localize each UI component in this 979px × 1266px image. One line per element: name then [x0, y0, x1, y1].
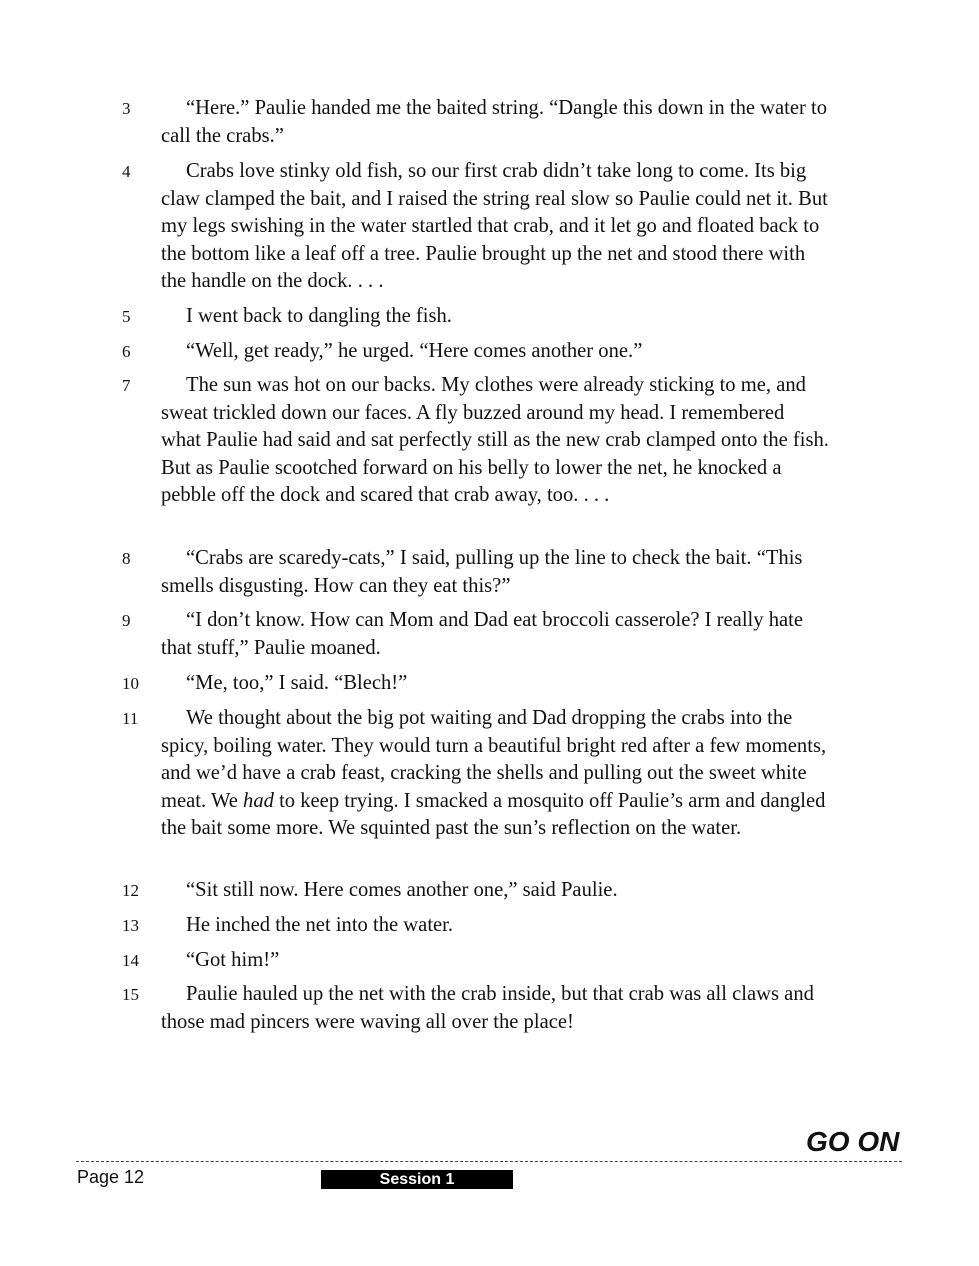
- paragraph-text: “Me, too,” I said. “Blech!”: [186, 672, 408, 694]
- go-on-label: GO ON: [806, 1126, 900, 1157]
- page-number: Page 12: [77, 1167, 145, 1187]
- paragraph-text: Crabs love stinky old fish, so our first crab didn’t take long to come. Its big claw clamped the bait, and I raised the string real slow so Paulie could net it. But my legs swishing in the water startled that crab, and it let go and floated back to the bottom like a leaf off a tree. Paulie brought up the net and stood there with the handle on the dock. . . .: [161, 160, 828, 293]
- text-segment: to keep trying. I smacked a mosquito off Paulie’s arm and dangled the bait some more. We squinted past the sun’s reflection on the water.: [161, 789, 826, 840]
- paragraph-text: The sun was hot on our backs. My clothes were already sticking to me, and sweat trickled down our faces. A fly buzzed around my head. I remembered what Paulie had said and sat perfectly still as the new crab clamped onto the fish. But as Paulie scootched forward on his belly to lower the net, he knocked a pebble off the dock and scared that crab away, too. . . .: [161, 374, 829, 507]
- paragraph-text: “Crabs are scaredy-cats,” I said, pulling up the line to check the bait. “This smells disgusting. How can they eat this?”: [161, 547, 803, 597]
- paragraph-text: “Got him!”: [186, 949, 280, 971]
- paragraph-number: 10: [122, 674, 139, 693]
- paragraph-text: “I don’t know. How can Mom and Dad eat broccoli casserole? I really hate that stuff,” Paulie moaned.: [161, 609, 804, 659]
- paragraph-number: 6: [122, 342, 131, 361]
- paragraph-number: 9: [122, 611, 131, 630]
- paragraph-number: 8: [122, 549, 131, 568]
- paragraph-number: 11: [122, 709, 139, 728]
- paragraph-number: 5: [122, 307, 131, 326]
- paragraph-number: 7: [122, 376, 131, 395]
- paragraph-number: 4: [122, 162, 131, 181]
- footer-divider: [76, 1161, 902, 1162]
- session-badge: Session 1: [321, 1170, 513, 1189]
- paragraph-text: [161, 705, 829, 843]
- paragraph-text: He inched the net into the water.: [186, 914, 454, 936]
- paragraph-number: 3: [122, 99, 131, 118]
- paragraph-number: 13: [122, 916, 139, 935]
- paragraph-text: “Well, get ready,” he urged. “Here comes another one.”: [186, 340, 643, 362]
- paragraph-text: “Here.” Paulie handed me the baited string. “Dangle this down in the water to call the crabs.”: [161, 97, 828, 147]
- paragraph-number: 14: [122, 951, 139, 970]
- emphasis-text: had: [243, 789, 274, 812]
- paragraph-number: 15: [122, 985, 139, 1004]
- paragraph-text: Paulie hauled up the net with the crab inside, but that crab was all claws and those mad pincers were waving all over the place!: [161, 983, 814, 1033]
- paragraph-text: I went back to dangling the fish.: [186, 305, 452, 327]
- text-segment: We thought about the big pot waiting and Dad dropping the crabs into the spicy, boiling water. They would turn a beautiful bright red after a few moments, and we’d have a crab feast, cracking the shells and pulling out the sweet white meat. We: [161, 707, 827, 812]
- paragraph-text: “Sit still now. Here comes another one,” said Paulie.: [186, 879, 618, 901]
- paragraph-number: 12: [122, 881, 139, 900]
